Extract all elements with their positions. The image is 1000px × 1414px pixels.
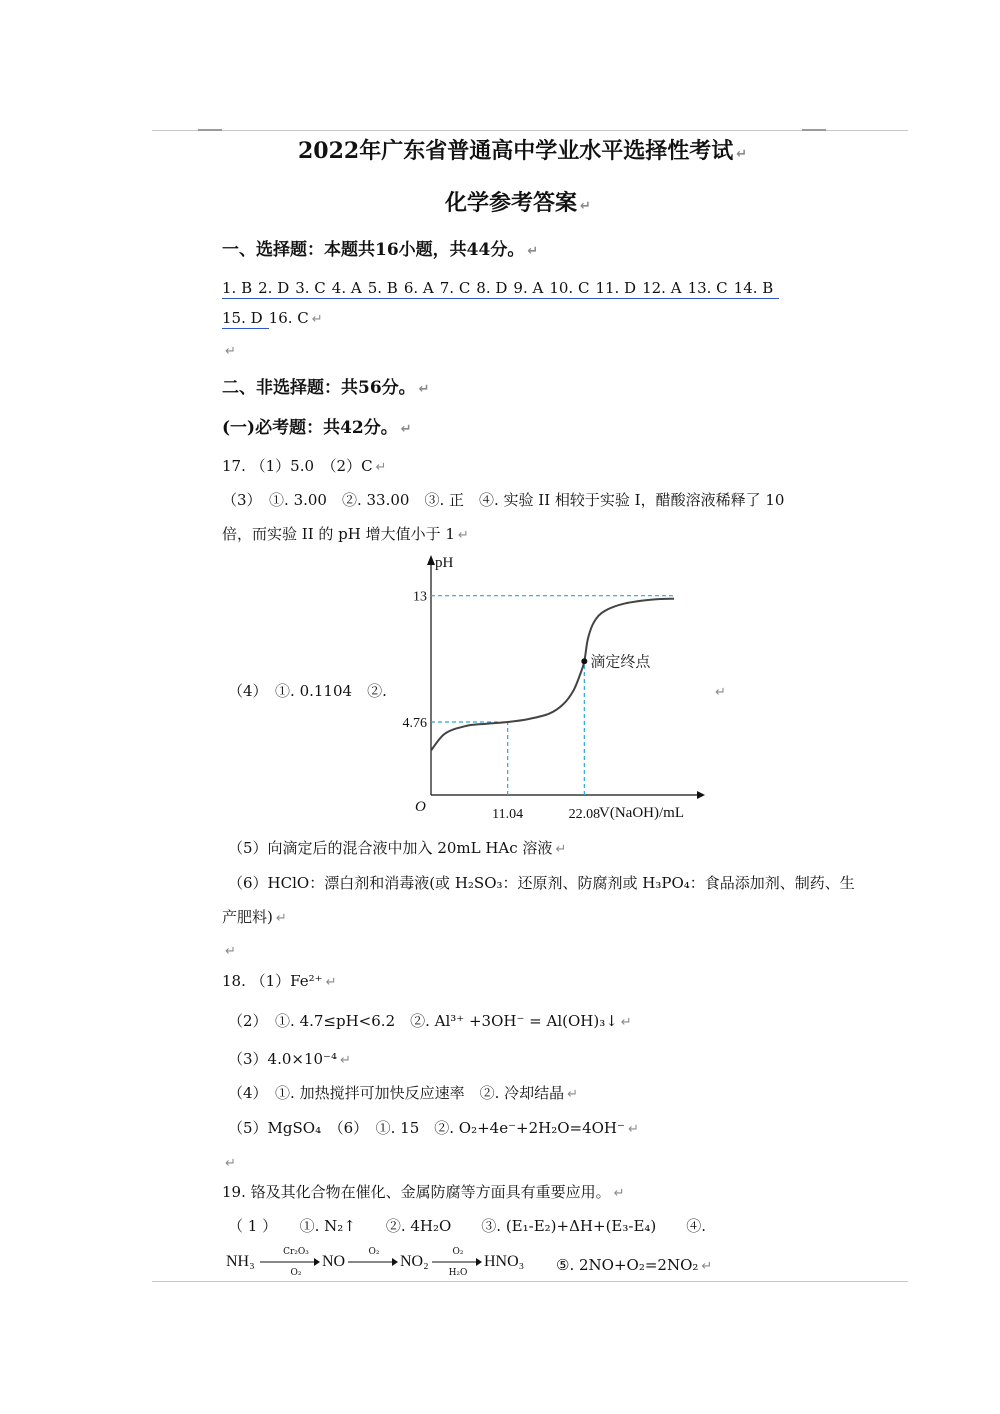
section2-subheading: (一)必考题：共42分。 ↵ xyxy=(222,418,412,438)
titration-curve-line xyxy=(431,599,674,751)
reaction-arrow-1 xyxy=(260,1256,320,1268)
no2-formula: NO₂ xyxy=(400,1253,429,1270)
empty-paragraph: ↵ xyxy=(225,344,236,359)
q18-line1: 18. （1）Fe²⁺ ↵ xyxy=(222,972,337,990)
q17-line2: （3） ①. 3.00 ②. 33.00 ③. 正 ④. 实验 II 相较于实验 I，醋酸溶液稀释了 10 xyxy=(222,491,785,509)
arrow3-reagent-water: H₂O xyxy=(448,1268,468,1278)
q19-part5: ⑤. 2NO+O₂=2NO₂ ↵ xyxy=(556,1256,713,1274)
page-top-rule xyxy=(152,130,908,131)
reaction-arrow-2 xyxy=(348,1256,398,1268)
origin-label: O xyxy=(415,799,426,815)
page-bottom-rule xyxy=(152,1281,908,1282)
header-corner-mark-left xyxy=(198,129,222,131)
q17-line3: 倍，而实验 II 的 pH 增大值小于 1 ↵ xyxy=(222,525,469,543)
q17-part6b: 产肥料) ↵ xyxy=(222,908,287,926)
y-axis-label: pH xyxy=(435,555,454,571)
arrow1-catalyst: Cr₂O₃ xyxy=(283,1247,309,1257)
header-corner-mark-right xyxy=(802,129,826,131)
empty-paragraph: ↵ xyxy=(225,1156,236,1171)
choice-answers-line2: 15. D 16. C ↵ xyxy=(222,309,323,327)
endpoint-marker xyxy=(581,658,587,664)
q18-line4: （4） ①. 加热搅拌可加快反应速率 ②. 冷却结晶 ↵ xyxy=(228,1084,579,1102)
reaction-chain xyxy=(226,1246,726,1280)
q19-line1: 19. 铬及其化合物在催化、金属防腐等方面具有重要应用。 ↵ xyxy=(222,1183,625,1201)
arrow2-reagent: O₂ xyxy=(368,1247,380,1257)
q17-part4: （4） ①. 0.1104 ②. xyxy=(228,682,387,700)
titration-curve-chart xyxy=(395,550,705,830)
y-tick-label: 13 xyxy=(413,589,427,605)
no-formula: NO xyxy=(322,1253,346,1270)
empty-paragraph: ↵ xyxy=(225,944,236,959)
endpoint-label: 滴定终点 xyxy=(590,654,651,671)
document-title: 2022年广东省普通高中学业水平选择性考试 ↵ xyxy=(298,138,748,164)
q19-line2: （ 1 ） ①. N₂↑ ②. 4H₂O ③. (E₁-E₂)+ΔH+(E₃-E₄) ④. xyxy=(228,1217,707,1235)
x-tick-label: 22.08 xyxy=(568,807,601,822)
reaction-arrow-3 xyxy=(432,1256,482,1268)
document-subtitle: 化学参考答案 ↵ xyxy=(445,190,591,216)
x-tick-label: 11.04 xyxy=(492,807,524,822)
x-axis-arrow xyxy=(697,791,705,799)
q17-part6a: （6）HClO：漂白剂和消毒液(或 H₂SO₃：还原剂、防腐剂或 H₃PO₄：食品添加剂、制药、生 xyxy=(228,874,855,892)
q18-line2: （2） ①. 4.7≤pH<6.2 ②. Al³⁺ +3OH⁻ = Al(OH)₃↓ ↵ xyxy=(228,1012,632,1030)
arrow1-reagent: O₂ xyxy=(290,1268,302,1278)
y-axis-arrow xyxy=(427,555,435,565)
arrow3-reagent: O₂ xyxy=(452,1247,464,1257)
paragraph-mark: ↵ xyxy=(715,685,726,700)
hno3-formula: HNO₃ xyxy=(484,1253,525,1270)
y-tick-label: 4.76 xyxy=(402,716,427,732)
q17-line1: 17. （1）5.0 （2）C ↵ xyxy=(222,457,387,475)
q18-line5: （5）MgSO₄ （6） ①. 15 ②. O₂+4e⁻+2H₂O=4OH⁻ ↵ xyxy=(228,1119,639,1137)
section1-heading: 一、选择题：本题共16小题，共44分。 ↵ xyxy=(222,240,539,260)
nh3-formula: NH₃ xyxy=(226,1253,255,1270)
section2-heading: 二、非选择题：共56分。 ↵ xyxy=(222,378,430,398)
q17-part5: （5）向滴定后的混合液中加入 20mL HAc 溶液 ↵ xyxy=(228,839,567,857)
x-axis-label: V(NaOH)/mL xyxy=(599,805,684,821)
q18-line3: （3）4.0×10⁻⁴ ↵ xyxy=(228,1050,351,1068)
choice-answers-line1: 1. B 2. D 3. C 4. A 5. B 6. A 7. C 8. D 9. A 10. C 11. D 12. A 13. C 14. B xyxy=(222,278,779,299)
